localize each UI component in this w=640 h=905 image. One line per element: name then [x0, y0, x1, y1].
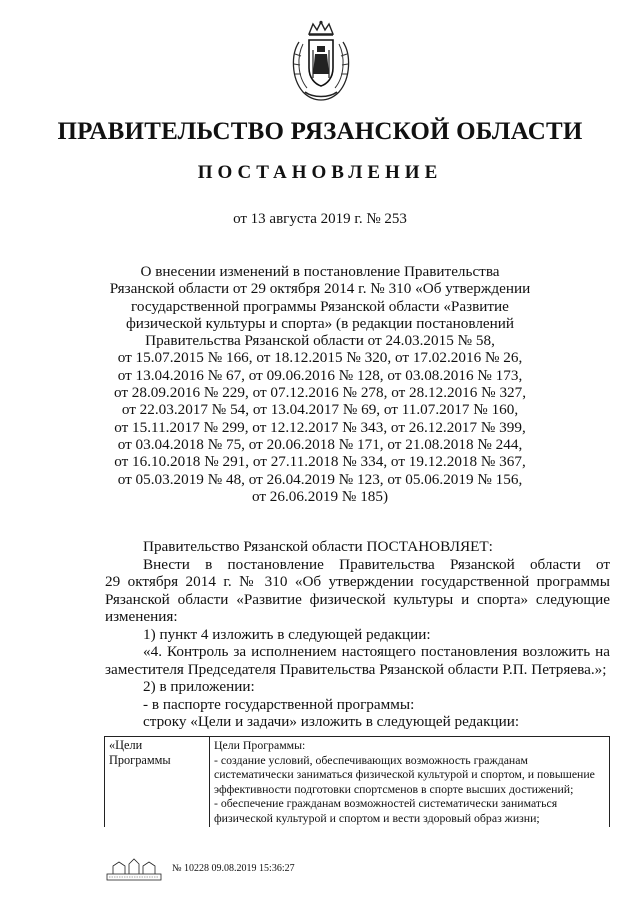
- subject-line: Рязанской области от 29 октября 2014 г. № 310 «Об утверждении: [109, 280, 531, 298]
- subject-line: от 03.04.2018 № 75, от 20.06.2018 № 171, от 21.08.2018 № 244,: [117, 435, 523, 453]
- footer-stamp-logo: [105, 856, 163, 882]
- decree-statement: Правительство Рязанской области ПОСТАНОВЛЯЕТ:: [143, 538, 493, 555]
- table-label-cell: [105, 737, 210, 827]
- subject-line: от 22.03.2017 № 54, от 13.04.2017 № 69, от 11.07.2017 № 160,: [121, 401, 519, 419]
- table-label-line: «Цели: [109, 738, 143, 752]
- document-type-heading: ПОСТАНОВЛЕНИЕ: [197, 162, 443, 183]
- registration-stamp: № 10228 09.08.2019 15:36:27: [172, 863, 295, 874]
- coat-of-arms-emblem: [289, 20, 353, 102]
- table-content-cell: [210, 737, 610, 827]
- subject-line: О внесении изменений в постановление Правительства: [140, 263, 500, 280]
- subject-line: от 13.04.2016 № 67, от 09.06.2016 № 128, от 03.08.2016 № 173,: [117, 366, 523, 384]
- item-2-heading: 2) в приложении:: [143, 678, 255, 695]
- goal-item: - создание условий, обеспечивающих возможность гражданам систематически заниматься физической культурой и спортом, и повышение эффективности подготовки спортсменов в спорте высших достижений;: [214, 752, 595, 796]
- subject-line: Правительства Рязанской области от 24.03.2015 № 58,: [145, 332, 495, 350]
- table-row: [105, 737, 610, 827]
- subject-line: от 28.09.2016 № 229, от 07.12.2016 № 278, от 28.12.2016 № 327,: [113, 384, 527, 402]
- subject-line: от 05.03.2019 № 48, от 26.04.2019 № 123, от 05.06.2019 № 156,: [117, 470, 523, 488]
- table-label-line: Программы: [109, 752, 171, 767]
- goal-item: - обеспечение гражданам возможностей систематически заниматься физической культурой и спортом и вести здоровый образ жизни;: [214, 796, 558, 825]
- document-subject: [90, 263, 550, 505]
- item-1-text: «4. Контроль за исполнением настоящего постановления возложить на заместителя Председателя Правительства Рязанской области Р.П. Петряева.»;: [105, 643, 610, 678]
- document-date-number: от 13 августа 2019 г. № 253: [233, 211, 407, 227]
- goals-heading: Цели Программы:: [214, 738, 306, 752]
- subject-line: от 15.07.2015 № 166, от 18.12.2015 № 320, от 17.02.2016 № 26,: [117, 349, 523, 367]
- document-body: [105, 538, 610, 731]
- item-1-heading: 1) пункт 4 изложить в следующей редакции:: [143, 625, 431, 643]
- amendment-paragraph: 29 октября 2014 г. № 310 «Об утверждении государственной программы Рязанской области «Развитие физической культуры и спорта» следующие изменения:: [105, 573, 610, 625]
- subject-line: от 16.10.2018 № 291, от 27.11.2018 № 334, от 19.12.2018 № 367,: [114, 453, 526, 471]
- goals-table: [104, 736, 610, 827]
- subject-line: государственной программы Рязанской области «Развитие: [131, 297, 509, 315]
- amendment-paragraph-first-line: Внести в постановление Правительства Рязанской области от: [143, 555, 610, 573]
- subject-line: физической культуры и спорта» (в редакции постановлений: [125, 314, 515, 332]
- item-2-row-instruction: строку «Цели и задачи» изложить в следующей редакции:: [143, 713, 520, 730]
- item-2-subheading: - в паспорте государственной программы:: [143, 695, 415, 713]
- subject-line: от 15.11.2017 № 299, от 12.12.2017 № 343, от 26.12.2017 № 399,: [114, 418, 526, 436]
- organization-title: ПРАВИТЕЛЬСТВО РЯЗАНСКОЙ ОБЛАСТИ: [57, 118, 583, 145]
- subject-line: от 26.06.2019 № 185): [251, 487, 389, 505]
